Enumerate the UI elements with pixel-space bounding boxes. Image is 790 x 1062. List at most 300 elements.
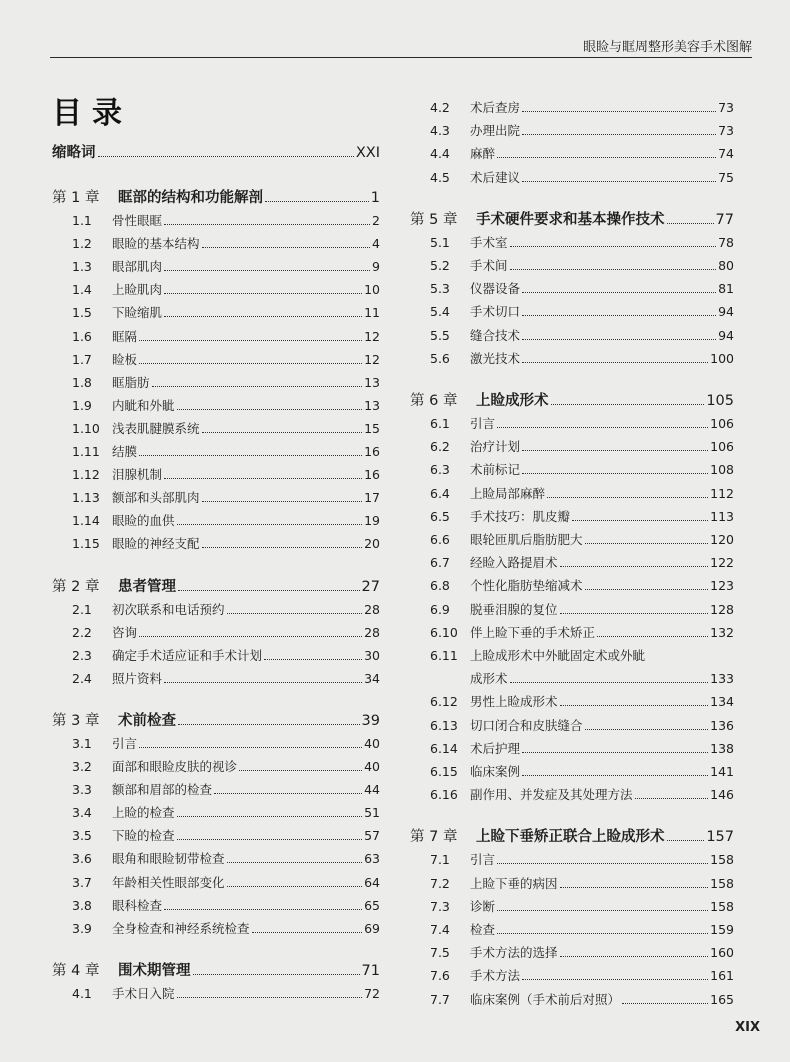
toc-entry-number: 7.7 bbox=[430, 991, 450, 1007]
dot-leader bbox=[98, 155, 354, 157]
toc-section-entry[interactable] bbox=[410, 99, 734, 117]
toc-section-entry[interactable] bbox=[52, 304, 380, 322]
toc-section-entry[interactable] bbox=[52, 374, 380, 392]
toc-entry-number: 1.15 bbox=[72, 536, 100, 552]
toc-title: 目录 bbox=[52, 96, 132, 131]
toc-entry-page: 65 bbox=[364, 897, 380, 913]
toc-section-entry[interactable] bbox=[52, 235, 380, 253]
toc-entry-number: 6.8 bbox=[430, 578, 450, 594]
toc-entry-page: 69 bbox=[364, 920, 380, 936]
toc-entry-number: 6.16 bbox=[430, 787, 458, 803]
dot-leader bbox=[522, 361, 708, 363]
toc-entry-number: 5.5 bbox=[430, 327, 450, 343]
toc-entry-number: 7.6 bbox=[430, 968, 450, 984]
toc-entry-number: 4.5 bbox=[430, 169, 450, 185]
toc-entry-title: 缩略词 bbox=[52, 145, 96, 161]
toc-section-entry[interactable] bbox=[410, 485, 734, 503]
toc-entry-abbreviations[interactable] bbox=[52, 144, 380, 162]
dot-leader bbox=[497, 156, 716, 158]
toc-section-entry[interactable] bbox=[52, 601, 380, 619]
toc-entry-title: 经睑入路提眉术 bbox=[470, 555, 558, 571]
toc-section-entry[interactable] bbox=[410, 303, 734, 321]
dot-leader bbox=[164, 681, 362, 683]
toc-section-entry[interactable] bbox=[410, 601, 734, 619]
dot-leader bbox=[265, 200, 369, 202]
toc-section-entry[interactable] bbox=[52, 850, 380, 868]
toc-right-column bbox=[410, 0, 734, 1062]
toc-entry-page: 15 bbox=[364, 420, 380, 436]
dot-leader bbox=[522, 472, 708, 474]
toc-section-entry[interactable] bbox=[410, 624, 734, 642]
toc-entry-page: 28 bbox=[364, 601, 380, 617]
toc-entry-page: 138 bbox=[710, 740, 734, 756]
toc-section-entry[interactable] bbox=[410, 763, 734, 781]
toc-entry-title: 成形术 bbox=[470, 671, 508, 687]
toc-entry-title: 手术技巧：肌皮瓣 bbox=[470, 508, 571, 524]
toc-section-entry[interactable] bbox=[410, 257, 734, 275]
toc-section-entry[interactable] bbox=[410, 350, 734, 368]
toc-entry-page: 141 bbox=[710, 764, 734, 779]
toc-entry-number: 1.3 bbox=[72, 259, 92, 275]
dot-leader bbox=[177, 408, 363, 410]
toc-entry-page: 94 bbox=[718, 304, 734, 320]
dot-leader bbox=[177, 996, 363, 998]
toc-entry-title: 手术方法的选择 bbox=[470, 945, 558, 961]
toc-entry-page: 63 bbox=[364, 851, 380, 867]
toc-section-entry[interactable] bbox=[52, 258, 380, 276]
toc-entry-number: 5.3 bbox=[430, 281, 450, 297]
dot-leader bbox=[164, 477, 362, 479]
dot-leader bbox=[202, 246, 371, 248]
toc-entry-title: 年龄相关性眼部变化 bbox=[112, 874, 225, 890]
toc-chapter-entry[interactable] bbox=[410, 391, 734, 411]
toc-section-entry[interactable] bbox=[410, 740, 734, 758]
dot-leader bbox=[522, 449, 708, 451]
toc-section-entry[interactable] bbox=[410, 461, 734, 479]
toc-section-entry[interactable] bbox=[410, 234, 734, 252]
toc-entry-number: 1.7 bbox=[72, 351, 92, 367]
toc-entry-title: 睑板 bbox=[112, 351, 138, 367]
toc-entry-number: 第 1 章 bbox=[52, 190, 100, 206]
toc-entry-title: 面部和眼睑皮肤的视诊 bbox=[112, 759, 238, 774]
toc-entry-title: 初次联系和电话预约 bbox=[112, 601, 225, 617]
toc-entry-page: 13 bbox=[364, 374, 380, 390]
dot-leader bbox=[560, 612, 709, 614]
dot-leader bbox=[177, 838, 363, 840]
running-title: 眼睑与眶周整形美容手术图解 bbox=[582, 40, 752, 55]
toc-entry-page: 165 bbox=[710, 991, 734, 1007]
toc-entry-page: 157 bbox=[706, 829, 734, 846]
toc-entry-number: 2.2 bbox=[72, 624, 92, 640]
toc-entry-number: 6.3 bbox=[430, 462, 450, 478]
toc-section-entry[interactable] bbox=[410, 438, 734, 456]
toc-entry-number: 4.1 bbox=[72, 985, 92, 1001]
toc-section-entry[interactable] bbox=[52, 466, 380, 484]
toc-entry-title: 仪器设备 bbox=[470, 281, 521, 297]
toc-entry-page: 4 bbox=[372, 236, 380, 252]
toc-entry-page: 44 bbox=[364, 782, 380, 798]
dot-leader bbox=[622, 1002, 708, 1004]
toc-entry-page: 12 bbox=[364, 328, 380, 344]
toc-entry-title: 骨性眼眶 bbox=[112, 213, 163, 228]
toc-section-entry[interactable] bbox=[410, 577, 734, 595]
toc-entry-page: 1 bbox=[370, 190, 380, 206]
dot-leader bbox=[227, 861, 363, 863]
toc-entry-page: 160 bbox=[710, 945, 734, 961]
toc-entry-title: 眼睑的血供 bbox=[112, 513, 175, 529]
dot-leader bbox=[510, 681, 709, 683]
toc-entry-page: 20 bbox=[364, 536, 380, 552]
toc-entry-number: 第 2 章 bbox=[52, 578, 100, 595]
toc-entry-title: 围术期管理 bbox=[118, 962, 191, 979]
toc-section-entry[interactable] bbox=[52, 985, 380, 1003]
toc-entry-page: 40 bbox=[364, 759, 380, 774]
toc-entry-page: 10 bbox=[364, 282, 380, 298]
toc-entry-number: 3.8 bbox=[72, 897, 92, 913]
dot-leader bbox=[139, 339, 362, 341]
toc-section-entry[interactable] bbox=[410, 647, 734, 665]
toc-section-entry[interactable] bbox=[52, 624, 380, 642]
toc-entry-page: 123 bbox=[710, 578, 734, 594]
dot-leader bbox=[178, 723, 360, 725]
toc-entry-page: 113 bbox=[710, 508, 734, 524]
toc-entry-page: 2 bbox=[372, 213, 380, 228]
toc-entry-title: 手术室 bbox=[470, 234, 508, 250]
toc-entry-title: 临床案例（手术前后对照） bbox=[470, 991, 621, 1007]
toc-entry-number: 2.3 bbox=[72, 647, 92, 663]
toc-entry-number: 1.14 bbox=[72, 513, 100, 529]
toc-chapter-entry[interactable] bbox=[52, 188, 380, 208]
toc-section-entry[interactable] bbox=[52, 781, 380, 799]
toc-entry-title: 手术切口 bbox=[470, 304, 521, 320]
toc-entry-title: 额部和眉部的检查 bbox=[112, 782, 213, 798]
dot-leader bbox=[522, 133, 716, 135]
toc-entry-title: 男性上睑成形术 bbox=[470, 694, 558, 710]
toc-section-entry[interactable] bbox=[410, 280, 734, 298]
toc-section-entry[interactable] bbox=[52, 535, 380, 553]
dot-leader bbox=[178, 589, 360, 591]
dot-leader bbox=[202, 431, 363, 433]
toc-section-entry[interactable] bbox=[52, 670, 380, 688]
toc-entry-number: 3.5 bbox=[72, 828, 92, 844]
dot-leader bbox=[522, 110, 716, 112]
toc-chapter-entry[interactable] bbox=[52, 961, 380, 981]
toc-entry-title: 眶部的结构和功能解剖 bbox=[118, 190, 263, 206]
toc-section-entry[interactable] bbox=[410, 898, 734, 916]
dot-leader bbox=[522, 774, 708, 776]
toc-entry-title: 咨询 bbox=[112, 624, 138, 640]
dot-leader bbox=[497, 932, 708, 934]
toc-entry-title: 下睑的检查 bbox=[112, 828, 175, 844]
dot-leader bbox=[239, 769, 362, 771]
toc-entry-number: 1.5 bbox=[72, 305, 92, 321]
dot-leader bbox=[214, 792, 362, 794]
toc-section-entry[interactable] bbox=[410, 875, 734, 893]
toc-entry-number: 1.13 bbox=[72, 490, 100, 506]
toc-section-entry[interactable] bbox=[410, 531, 734, 549]
toc-entry-number: 6.11 bbox=[430, 648, 458, 663]
toc-section-entry[interactable] bbox=[410, 508, 734, 526]
toc-entry-number: 6.9 bbox=[430, 601, 450, 617]
toc-entry-title: 上睑的检查 bbox=[112, 805, 175, 821]
toc-entry-number: 第 3 章 bbox=[52, 712, 100, 729]
toc-entry-number: 第 6 章 bbox=[410, 393, 458, 409]
toc-entry-page: 122 bbox=[710, 555, 734, 571]
toc-section-entry[interactable] bbox=[52, 920, 380, 938]
toc-entry-title: 眶脂肪 bbox=[112, 374, 150, 390]
toc-entry-page: 9 bbox=[372, 259, 380, 275]
toc-entry-number: 6.5 bbox=[430, 508, 450, 524]
toc-entry-title: 激光技术 bbox=[470, 350, 521, 366]
toc-section-entry[interactable] bbox=[52, 758, 380, 776]
dot-leader bbox=[585, 728, 709, 730]
toc-section-entry[interactable] bbox=[52, 647, 380, 665]
toc-entry-title: 上睑成形术 bbox=[476, 393, 549, 409]
toc-entry-page: 64 bbox=[364, 874, 380, 890]
dot-leader bbox=[177, 523, 363, 525]
dot-leader bbox=[139, 746, 362, 748]
toc-section-entry[interactable] bbox=[52, 489, 380, 507]
toc-entry-number: 2.1 bbox=[72, 601, 92, 617]
toc-entry-page: 146 bbox=[710, 787, 734, 803]
toc-entry-page: 12 bbox=[364, 351, 380, 367]
toc-entry-title: 上睑局部麻醉 bbox=[470, 485, 546, 501]
dot-leader bbox=[227, 885, 363, 887]
toc-entry-page: 120 bbox=[710, 532, 734, 547]
dot-leader bbox=[202, 500, 363, 502]
toc-entry-number: 2.4 bbox=[72, 670, 92, 686]
dot-leader bbox=[560, 565, 709, 567]
toc-entry-number: 4.4 bbox=[430, 146, 450, 162]
toc-entry-page: 158 bbox=[710, 875, 734, 891]
toc-section-entry[interactable] bbox=[410, 670, 734, 688]
toc-entry-page: 40 bbox=[364, 735, 380, 751]
toc-entry-title: 额部和头部肌肉 bbox=[112, 490, 200, 506]
toc-section-entry[interactable] bbox=[52, 735, 380, 753]
dot-leader bbox=[560, 955, 709, 957]
dot-leader bbox=[572, 519, 708, 521]
toc-entry-number: 1.4 bbox=[72, 282, 92, 298]
toc-entry-number: 3.2 bbox=[72, 759, 92, 774]
toc-entry-number: 6.12 bbox=[430, 694, 458, 710]
toc-entry-page: 17 bbox=[364, 490, 380, 506]
toc-entry-page: 30 bbox=[364, 647, 380, 663]
toc-entry-page: 94 bbox=[718, 327, 734, 343]
toc-section-entry[interactable] bbox=[52, 351, 380, 369]
toc-entry-page: 80 bbox=[718, 258, 734, 273]
toc-chapter-entry[interactable] bbox=[52, 577, 380, 597]
toc-entry-title: 引言 bbox=[470, 416, 496, 431]
toc-section-entry[interactable] bbox=[52, 281, 380, 299]
toc-entry-title: 结膜 bbox=[112, 444, 138, 459]
toc-entry-page: 27 bbox=[361, 578, 380, 595]
toc-entry-number: 4.2 bbox=[430, 100, 450, 115]
toc-section-entry[interactable] bbox=[410, 921, 734, 939]
toc-entry-page: 73 bbox=[718, 123, 734, 139]
toc-entry-title: 上睑下垂的病因 bbox=[470, 875, 558, 891]
toc-section-entry[interactable] bbox=[410, 944, 734, 962]
toc-entry-title: 患者管理 bbox=[118, 578, 176, 595]
toc-entry-number: 6.1 bbox=[430, 416, 450, 431]
dot-leader bbox=[202, 546, 363, 548]
dot-leader bbox=[585, 588, 709, 590]
toc-entry-page: 72 bbox=[364, 985, 380, 1001]
toc-entry-title: 办理出院 bbox=[470, 123, 521, 139]
toc-entry-number: 5.1 bbox=[430, 234, 450, 250]
toc-entry-title: 照片资料 bbox=[112, 670, 163, 686]
toc-entry-page: 112 bbox=[710, 485, 734, 501]
toc-section-entry[interactable] bbox=[410, 169, 734, 187]
toc-entry-number: 5.4 bbox=[430, 304, 450, 320]
toc-entry-page: 34 bbox=[364, 670, 380, 686]
toc-entry-number: 3.6 bbox=[72, 851, 92, 867]
toc-section-entry[interactable] bbox=[410, 122, 734, 140]
toc-section-entry[interactable] bbox=[52, 420, 380, 438]
toc-chapter-entry[interactable] bbox=[52, 711, 380, 731]
dot-leader bbox=[560, 704, 709, 706]
toc-section-entry[interactable] bbox=[410, 554, 734, 572]
toc-section-entry[interactable] bbox=[410, 145, 734, 163]
toc-entry-page: 159 bbox=[710, 922, 734, 937]
toc-entry-number: 1.10 bbox=[72, 420, 100, 436]
toc-section-entry[interactable] bbox=[410, 327, 734, 345]
dot-leader bbox=[139, 362, 362, 364]
toc-entry-number: 1.9 bbox=[72, 397, 92, 413]
dot-leader bbox=[497, 426, 708, 428]
toc-entry-page: 128 bbox=[710, 601, 734, 617]
dot-leader bbox=[139, 454, 362, 456]
toc-entry-page: 78 bbox=[718, 234, 734, 250]
toc-entry-title: 眼部肌肉 bbox=[112, 259, 163, 275]
toc-section-entry[interactable] bbox=[410, 851, 734, 869]
toc-entry-number: 1.11 bbox=[72, 444, 100, 459]
toc-entry-page: XXI bbox=[355, 145, 380, 161]
toc-left-column bbox=[52, 0, 380, 1062]
toc-section-entry[interactable] bbox=[52, 512, 380, 530]
toc-entry-title: 引言 bbox=[112, 735, 138, 751]
toc-entry-title: 手术日入院 bbox=[112, 985, 175, 1001]
toc-entry-number: 3.1 bbox=[72, 735, 92, 751]
toc-section-entry[interactable] bbox=[52, 212, 380, 230]
dot-leader bbox=[497, 862, 708, 864]
toc-section-entry[interactable] bbox=[410, 991, 734, 1009]
toc-entry-number: 第 4 章 bbox=[52, 962, 100, 979]
toc-section-entry[interactable] bbox=[410, 786, 734, 804]
toc-entry-page: 132 bbox=[710, 624, 734, 640]
toc-section-entry[interactable] bbox=[52, 443, 380, 461]
toc-entry-number: 3.9 bbox=[72, 920, 92, 936]
toc-entry-number: 第 5 章 bbox=[410, 211, 458, 228]
toc-entry-title: 脱垂泪腺的复位 bbox=[470, 601, 558, 617]
toc-entry-title: 缝合技术 bbox=[470, 327, 521, 343]
toc-entry-title: 眼科检查 bbox=[112, 897, 163, 913]
toc-entry-title: 术后查房 bbox=[470, 100, 521, 115]
toc-entry-number: 6.15 bbox=[430, 764, 458, 779]
toc-entry-number: 3.3 bbox=[72, 782, 92, 798]
toc-entry-page: 19 bbox=[364, 513, 380, 529]
toc-section-entry[interactable] bbox=[52, 897, 380, 915]
toc-entry-title: 术后建议 bbox=[470, 169, 521, 185]
page-number: XIX bbox=[735, 1020, 760, 1035]
toc-entry-title: 检查 bbox=[470, 922, 496, 937]
toc-section-entry[interactable] bbox=[410, 415, 734, 433]
toc-entry-number: 7.5 bbox=[430, 945, 450, 961]
toc-entry-number: 第 7 章 bbox=[410, 829, 458, 846]
dot-leader bbox=[510, 268, 717, 270]
toc-chapter-entry[interactable] bbox=[410, 827, 734, 847]
toc-entry-page: 100 bbox=[710, 350, 734, 366]
dot-leader bbox=[152, 385, 363, 387]
toc-entry-page: 16 bbox=[364, 467, 380, 483]
toc-entry-title: 浅表肌腱膜系统 bbox=[112, 420, 200, 436]
dot-leader bbox=[547, 496, 708, 498]
dot-leader bbox=[597, 635, 708, 637]
toc-entry-number: 7.3 bbox=[430, 898, 450, 914]
toc-section-entry[interactable] bbox=[52, 328, 380, 346]
dot-leader bbox=[164, 908, 362, 910]
toc-entry-number: 3.4 bbox=[72, 805, 92, 821]
toc-entry-number: 1.12 bbox=[72, 467, 100, 483]
toc-entry-number: 3.7 bbox=[72, 874, 92, 890]
toc-section-entry[interactable] bbox=[410, 717, 734, 735]
toc-section-entry[interactable] bbox=[410, 693, 734, 711]
toc-section-entry[interactable] bbox=[52, 397, 380, 415]
dot-leader bbox=[164, 292, 362, 294]
dot-leader bbox=[164, 269, 370, 271]
toc-entry-page: 136 bbox=[710, 717, 734, 733]
toc-entry-page: 51 bbox=[364, 805, 380, 821]
toc-entry-number: 6.13 bbox=[430, 717, 458, 733]
dot-leader bbox=[227, 612, 363, 614]
toc-entry-number: 6.4 bbox=[430, 485, 450, 501]
toc-entry-title: 治疗计划 bbox=[470, 439, 521, 455]
dot-leader bbox=[510, 245, 717, 247]
toc-entry-page: 28 bbox=[364, 624, 380, 640]
toc-entry-page: 161 bbox=[710, 968, 734, 984]
toc-entry-page: 81 bbox=[718, 281, 734, 297]
toc-entry-title: 手术硬件要求和基本操作技术 bbox=[476, 211, 665, 228]
toc-entry-page: 39 bbox=[361, 712, 380, 729]
toc-entry-number: 1.8 bbox=[72, 374, 92, 390]
toc-entry-number: 6.10 bbox=[430, 624, 458, 640]
toc-entry-page: 74 bbox=[718, 146, 734, 162]
toc-entry-title: 诊断 bbox=[470, 898, 496, 914]
toc-chapter-entry[interactable] bbox=[410, 210, 734, 230]
toc-entry-page: 158 bbox=[710, 852, 734, 868]
toc-entry-title: 术前标记 bbox=[470, 462, 521, 478]
toc-entry-title: 上睑肌肉 bbox=[112, 282, 163, 298]
toc-section-entry[interactable] bbox=[52, 874, 380, 892]
dot-leader bbox=[264, 658, 362, 660]
toc-section-entry[interactable] bbox=[52, 827, 380, 845]
toc-section-entry[interactable] bbox=[410, 967, 734, 985]
toc-entry-title: 眼睑的神经支配 bbox=[112, 536, 200, 552]
toc-entry-title: 副作用、并发症及其处理方法 bbox=[470, 787, 633, 803]
toc-entry-page: 57 bbox=[364, 828, 380, 844]
toc-entry-page: 75 bbox=[718, 169, 734, 185]
toc-entry-page: 105 bbox=[706, 393, 734, 409]
toc-entry-number: 7.2 bbox=[430, 875, 450, 891]
toc-entry-page: 158 bbox=[710, 898, 734, 914]
toc-entry-number: 6.7 bbox=[430, 555, 450, 571]
dot-leader bbox=[667, 839, 705, 841]
dot-leader bbox=[522, 314, 716, 316]
toc-entry-page: 71 bbox=[361, 962, 380, 979]
toc-section-entry[interactable] bbox=[52, 804, 380, 822]
toc-entry-page: 106 bbox=[710, 439, 734, 455]
dot-leader bbox=[551, 403, 705, 405]
toc-entry-title: 泪腺机制 bbox=[112, 467, 163, 483]
